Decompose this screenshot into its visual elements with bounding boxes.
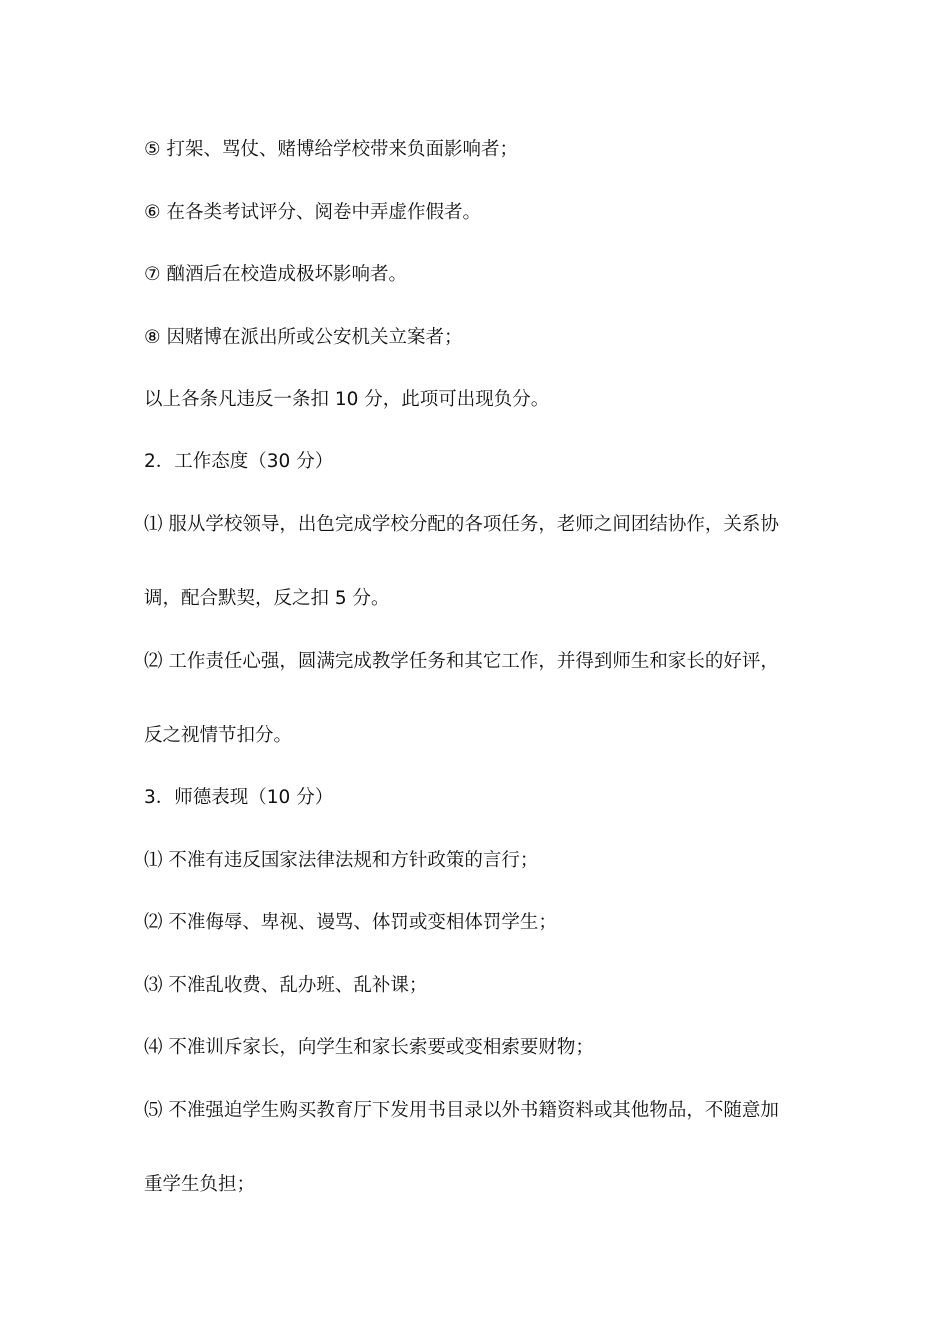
section-heading-work-attitude: 2．工作态度（30 分） — [144, 451, 334, 472]
work-attitude-item-2-continued: 反之视情节扣分。 — [144, 725, 293, 746]
rule-item-6: ⑥ 在各类考试评分、阅卷中弄虚作假者。 — [144, 202, 481, 223]
ethics-item-3: ⑶ 不准乱收费、乱办班、乱补课； — [144, 975, 428, 996]
rule-item-7: ⑦ 酗酒后在校造成极坏影响者。 — [144, 264, 407, 285]
ethics-item-2: ⑵ 不准侮辱、卑视、谩骂、体罚或变相体罚学生； — [144, 912, 557, 933]
deduction-note: 以上各条凡违反一条扣 10 分，此项可出现负分。 — [144, 389, 550, 410]
ethics-item-5-continued: 重学生负担； — [144, 1174, 256, 1195]
work-attitude-item-1-continued: 调，配合默契，反之扣 5 分。 — [144, 588, 390, 609]
work-attitude-item-1: ⑴ 服从学校领导，出色完成学校分配的各项任务，老师之间团结协作，关系协 — [144, 514, 779, 535]
rule-item-5: ⑤ 打架、骂仗、赌博给学校带来负面影响者； — [144, 139, 518, 160]
work-attitude-item-2: ⑵ 工作责任心强，圆满完成教学任务和其它工作，并得到师生和家长的好评， — [144, 651, 779, 672]
ethics-item-4: ⑷ 不准训斥家长，向学生和家长索要或变相索要财物； — [144, 1037, 594, 1058]
ethics-item-5: ⑸ 不准强迫学生购买教育厅下发用书目录以外书籍资料或其他物品，不随意加 — [144, 1100, 779, 1121]
ethics-item-1: ⑴ 不准有违反国家法律法规和方针政策的言行； — [144, 850, 539, 871]
section-heading-teacher-ethics: 3．师德表现（10 分） — [144, 787, 334, 808]
rule-item-8: ⑧ 因赌博在派出所或公安机关立案者； — [144, 327, 463, 348]
